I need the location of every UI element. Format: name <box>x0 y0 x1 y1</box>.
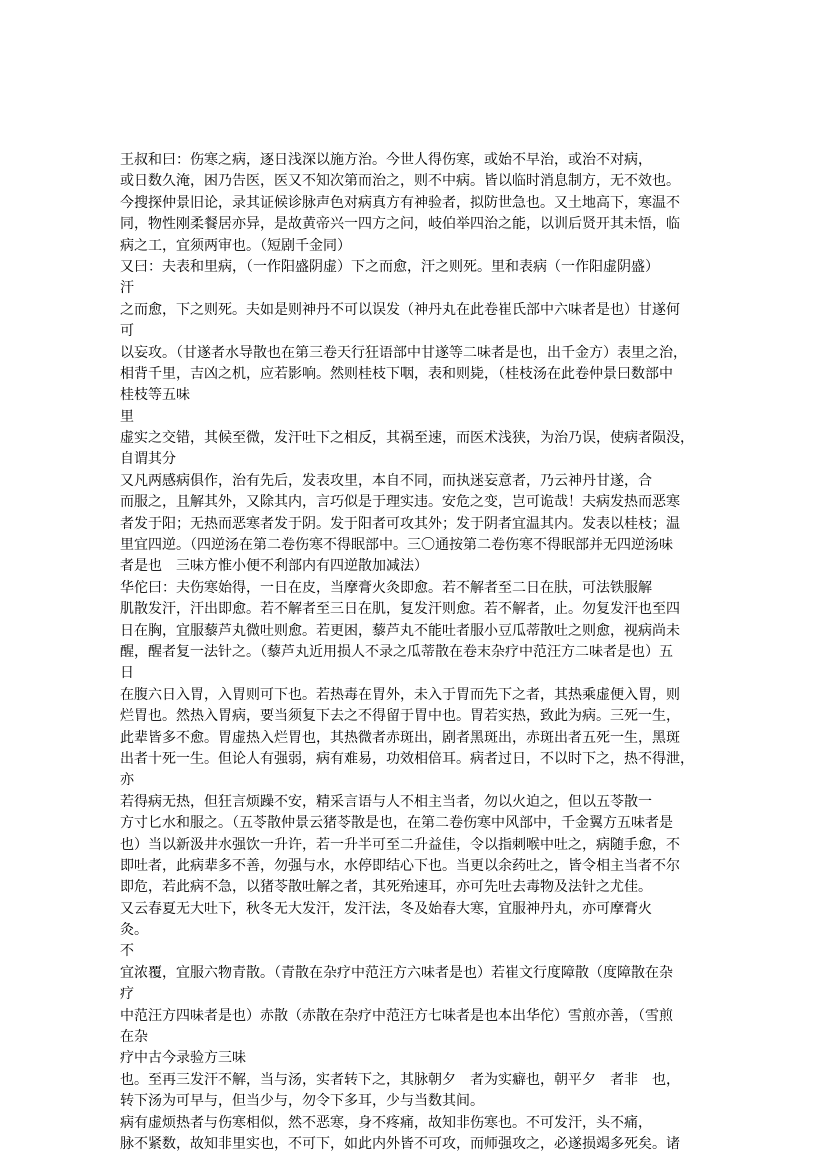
text-line: 日 <box>120 665 134 682</box>
text-line: 醒，醒者复一法针之。（藜芦丸近用损人不录之瓜蒂散在卷末杂疗中范汪方二味者是也）五 <box>120 643 673 660</box>
text-line: 方寸匕水和服之。（五苓散仲景云猪苓散是也，在第二卷伤寒中风部中，千金翼方五味者是 <box>120 815 673 832</box>
text-line: 宜浓覆，宜服六物青散。（青散在杂疗中范汪方六味者是也）若崔文行度障散（度障散在杂 <box>120 964 673 981</box>
text-line: 即吐者，此病辈多不善，勿强与水，水停即结心下也。当更以余药吐之，皆令相主当者不尔 <box>120 857 680 874</box>
text-line: 者是也 三味方惟小便不利部内有四逆散加减法） <box>120 558 428 575</box>
text-line: 中范汪方四味者是也）赤散（赤散在杂疗中范汪方七味者是也本出华佗）雪煎亦善，（雪煎 <box>120 1007 673 1024</box>
text-line: 虚实之交错，其候至微，发汗吐下之相反，其祸至速，而医术浅狭，为治乃误，使病者陨没， <box>120 430 694 447</box>
text-line: 之而愈，下之则死。夫如是则神丹不可以误发（神丹丸在此卷崔氏部中六味者是也）甘遂何 <box>120 301 680 318</box>
text-line: 脉不紧数，故知非里实也，不可下，如此内外皆不可攻，而师强攻之，必遂损竭多死矣。诸 <box>120 1135 680 1152</box>
text-line: 即危，若此病不急，以猪苓散吐解之者，其死殆速耳，亦可先吐去毒物及法针之尤佳。 <box>120 879 652 896</box>
document-page <box>120 150 696 1155</box>
text-line: 灸。 <box>120 922 148 939</box>
text-line: 又凡两感病俱作，治有先后，发表攻里，本自不同，而执迷妄意者，乃云神丹甘遂，合 <box>120 472 652 489</box>
text-line: 相背千里，吉凶之机，应若影响。然则桂枝下咽，表和则毙，（桂枝汤在此卷仲景曰数部中 <box>120 365 673 382</box>
text-line: 或日数久淹，困乃告医，医又不知次第而治之，则不中病。皆以临时消息制方，无不效也。 <box>120 173 680 190</box>
text-line: 王叔和曰：伤寒之病，逐日浅深以施方治。今世人得伤寒，或始不早治，或治不对病， <box>120 152 652 168</box>
text-line: 又云春夏无大吐下，秋冬无大发汗，发汗法，冬及始春大寒，宜服神丹丸，亦可摩膏火 <box>120 900 652 917</box>
text-line: 此辈皆多不愈。胃虚热入烂胃也，其热微者赤斑出，剧者黑斑出，赤斑出者五死一生，黑斑 <box>120 729 680 746</box>
text-line: 里 <box>120 408 134 425</box>
text-line: 汗 <box>120 280 134 297</box>
text-line: 疗 <box>120 986 134 1003</box>
text-line: 同，物性刚柔餐居亦异，是故黄帝兴一四方之问，岐伯举四治之能，以训后贤开其未悟，临 <box>120 216 680 233</box>
text-line: 在腹六日入胃，入胃则可下也。若热毒在胃外，未入于胃而先下之者，其热乘虚便入胃，则 <box>120 686 680 703</box>
text-line: 亦 <box>120 772 134 789</box>
text-line: 也。至再三发汗不解，当与汤，实者转下之，其脉朝夕 者为实癖也，朝平夕 者非 也， <box>120 1071 680 1088</box>
text-line: 烂胃也。然热入胃病，要当须复下去之不得留于胃中也。胃若实热，致此为病。三死一生， <box>120 708 680 725</box>
text-line: 也）当以新汲井水强饮一升许，若一升半可至二升益佳，令以指刺喉中吐之，病随手愈，不 <box>120 836 680 853</box>
text-line: 华佗曰：夫伤寒始得，一日在皮，当摩膏火灸即愈。若不解者至二日在肤，可法铁服解 <box>120 579 652 596</box>
text-line: 者发于阳；无热而恶寒者发于阴。发于阳者可攻其外；发于阴者宜温其内。发表以桂枝；温 <box>120 515 680 532</box>
text-line: 又曰：夫表和里病，（一作阳盛阴虚）下之而愈，汗之则死。里和表病（一作阳虚阴盛） <box>120 258 659 275</box>
text-line: 病之工，宜须两审也。（短剧千金同） <box>120 237 351 254</box>
text-line: 转下汤为可早与，但当少与，勿令下多耳，少与当数其间。 <box>120 1093 484 1110</box>
text-line: 疗中古今录验方三味 <box>120 1050 246 1067</box>
text-line: 不 <box>120 943 134 960</box>
text-line: 里宜四逆。（四逆汤在第二卷伤寒不得眠部中。三〇通按第二卷伤寒不得眠部并无四逆汤味 <box>120 537 673 554</box>
text-line: 而服之，且解其外，又除其内，言巧似是于理实违。安危之变，岂可诡哉！夫病发热而恶寒 <box>120 494 680 511</box>
text-line: 在杂 <box>120 1029 148 1046</box>
text-line: 肌散发汗，汗出即愈。若不解者至三日在肌，复发汗则愈。若不解者，止。勿复发汗也至四 <box>120 601 680 618</box>
text-line: 病有虚烦热者与伤寒相似，然不恶寒，身不疼痛，故知非伤寒也。不可发汗，头不痛， <box>120 1114 652 1131</box>
text-line: 桂枝等五味 <box>120 387 190 404</box>
text-line: 出者十死一生。但论人有强弱，病有难易，功效相倍耳。病者过日，不以时下之，热不得泄， <box>120 750 694 767</box>
text-line: 若得病无热，但狂言烦躁不安，精采言语与人不相主当者，勿以火迫之，但以五苓散一 <box>120 793 652 810</box>
text-line: 可 <box>120 323 134 340</box>
text-line: 自谓其分 <box>120 451 176 468</box>
text-line: 以妄攻。（甘遂者水导散也在第三卷天行狂语部中甘遂等二味者是也，出千金方）表里之治， <box>120 344 687 361</box>
text-line: 今搜探仲景旧论，录其证候诊脉声色对病真方有神验者，拟防世急也。又土地高下，寒温不 <box>120 194 680 211</box>
text-line: 日在胸，宜服藜芦丸微吐则愈。若更困，藜芦丸不能吐者服小豆瓜蒂散吐之则愈，视病尚未 <box>120 622 680 639</box>
